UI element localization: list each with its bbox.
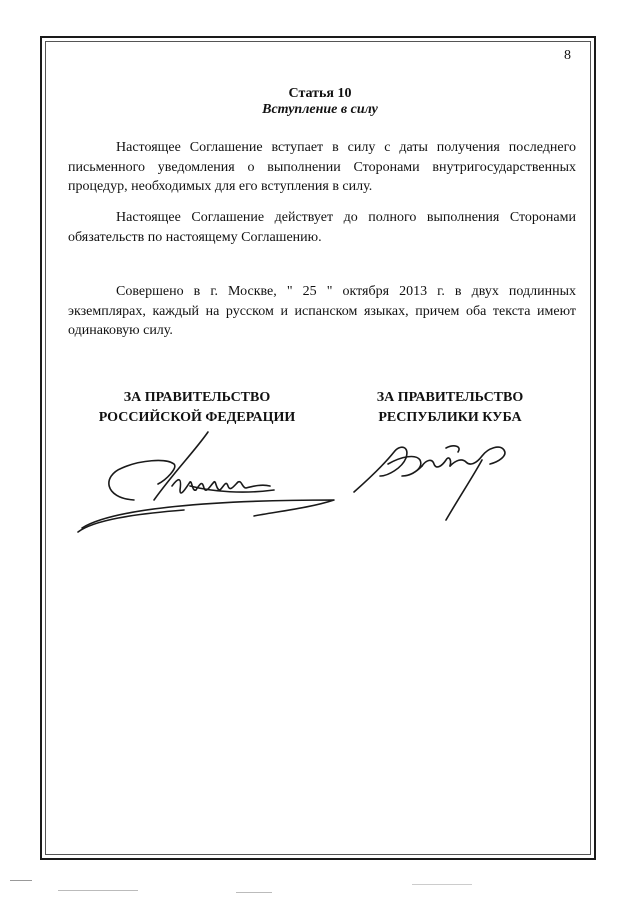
signatory-russia-line-1: ЗА ПРАВИТЕЛЬСТВО [123,390,271,405]
scan-artifact [10,880,32,881]
paragraph-duration: Настоящее Соглашение действует до полного выполнения Сторонами обязательств по настоящему Соглашению. [68,210,576,245]
signatory-cuba [340,388,560,428]
signatory-russia-line-2: РОССИЙСКОЙ ФЕДЕРАЦИИ [98,410,296,425]
signatory-cuba-line-1: ЗА ПРАВИТЕЛЬСТВО [376,390,524,405]
signatory-cuba-line-2: РЕСПУБЛИКИ КУБА [378,410,522,425]
scan-artifact [412,884,472,885]
signatory-russia [66,388,328,428]
signature-cuba [350,436,520,528]
scan-artifact [236,892,272,893]
paragraph-done-at: Совершено в г. Москве, " 25 " октября 2013 г. в двух подлинных экземплярах, каждый на русском и испанском языках, причем оба текста имеют одинаковую силу. [68,284,576,338]
article-number: Статья 10 [288,86,352,101]
paragraph-entry-into-force: Настоящее Соглашение вступает в силу с даты получения последнего письменного уведомления о выполнении Сторонами внутригосударственных процедур, необходимых для его вступления в силу. [68,140,576,194]
signature-russia [74,428,344,548]
page-number: 8 [564,48,571,63]
scan-artifact [58,890,138,891]
article-title: Вступление в силу [262,102,378,117]
